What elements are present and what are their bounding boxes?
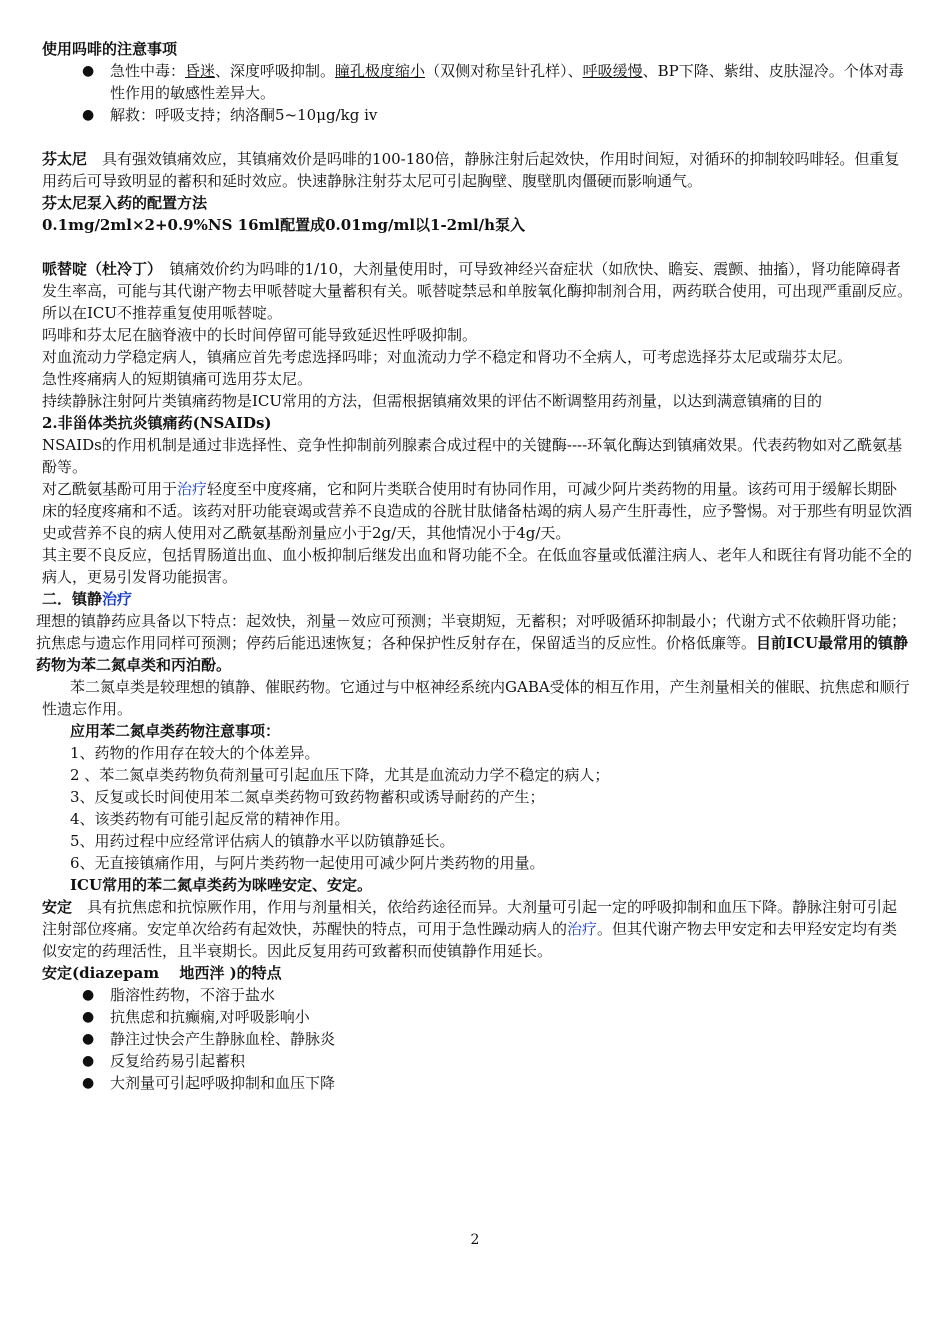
paragraph: 其主要不良反应，包括胃肠道出血、血小板抑制后继发出血和肾功能不全。在低血容量或低灌注病人、老年人和既往有肾功能不全的病人，更易引发肾功能损害。 bbox=[42, 546, 913, 586]
diazepam-paragraph: 安定 具有抗焦虑和抗惊厥作用，作用与剂量相关，依给药途径而异。大剂量可引起一定的呼吸抑制和血压下降。静脉注射可引起注射部位疼痛。安定单次给药有起效快，苏醒快的特点，可用于急性躁动病人的治疗。但其代谢产物去甲安定和去甲羟安定均有类似安定的药理活性，且半衰期长。因此反复用药可致蓄积而使镇静作用延长。 bbox=[42, 898, 898, 960]
list-item: ● 反复给药易引起蓄积 bbox=[82, 1050, 912, 1072]
list-item: ● 静注过快会产生静脉血栓、静脉炎 bbox=[82, 1028, 912, 1050]
list-item: ● 大剂量可引起呼吸抑制和血压下降 bbox=[82, 1072, 912, 1094]
fentanyl-pump-text: 0.1mg/2ml×2+0.9%NS 16ml配置成0.01mg/ml以1-2ml/h泵入 bbox=[42, 216, 526, 234]
list-item: ● 急性中毒：昏迷、深度呼吸抑制。瞳孔极度缩小（双侧对称呈针孔样）、呼吸缓慢、BP下降、紫绀、皮肤湿冷。个体对毒性作用的敏感性差异大。 bbox=[82, 60, 912, 104]
pethidine-paragraph: 哌替啶（杜冷丁） 镇痛效价约为吗啡的1/10，大剂量使用时，可导致神经兴奋症状（如欣快、瞻妄、震颤、抽搐），肾功能障碍者发生率高，可能与其代谢产物去甲哌替啶大量蓄积有关。哌替啶禁忌和单胺氧化酶抑制剂合用，两药联合使用，可出现严重副反应。所以在ICU不推荐重复使用哌替啶。 bbox=[42, 260, 913, 322]
paragraph: 苯二氮卓类是较理想的镇静、催眠药物。它通过与中枢神经系统内GABA受体的相互作用，产生剂量相关的催眠、抗焦虑和顺行性遗忘作用。 bbox=[42, 678, 910, 718]
list-item: ● 脂溶性药物，不溶于盐水 bbox=[82, 984, 912, 1006]
list-item: ● 解救：呼吸支持；纳洛酮5~10μg/kg iv bbox=[82, 104, 912, 126]
paragraph: 持续静脉注射阿片类镇痛药物是ICU常用的方法，但需根据镇痛效果的评估不断调整用药剂量，以达到满意镇痛的目的 bbox=[42, 392, 823, 410]
paragraph: 吗啡和芬太尼在脑脊液中的长时间停留可能导致延迟性呼吸抑制。 bbox=[42, 326, 478, 344]
paragraph: 急性疼痛病人的短期镇痛可选用芬太尼。 bbox=[42, 370, 313, 388]
treatment-link[interactable]: 治疗 bbox=[567, 920, 598, 938]
list-item: 3、反复或长时间使用苯二氮卓类药物可致药物蓄积或诱导耐药的产生； bbox=[70, 788, 545, 806]
diazepam-features-title: 安定(diazepam 地西泮 )的特点 bbox=[42, 964, 282, 982]
notes-title: 应用苯二氮卓类药物注意事项： bbox=[70, 722, 281, 740]
morphine-precautions-list bbox=[42, 60, 912, 126]
list-item: 5、用药过程中应经常评估病人的镇静水平以防镇静延长。 bbox=[70, 832, 455, 850]
fentanyl-pump-title: 芬太尼泵入药的配置方法 bbox=[42, 194, 208, 212]
fentanyl-paragraph: 芬太尼 具有强效镇痛效应，其镇痛效价是吗啡的100-180倍，静脉注射后起效快，作用时间短，对循环的抑制较吗啡轻。但重复用药后可导致明显的蓄积和延时效应。快速静脉注射芬太尼可引起胸壁、腹壁肌肉僵硬而影响通气。 bbox=[42, 150, 900, 190]
nsaids-title: 2.非甾体类抗炎镇痛药(NSAIDs) bbox=[42, 414, 272, 432]
document-page bbox=[36, 38, 913, 1094]
list-item: 6、无直接镇痛作用，与阿片类药物一起使用可减少阿片类药物的用量。 bbox=[70, 854, 545, 872]
sedation-title: 二．镇静治疗 bbox=[42, 590, 133, 608]
paragraph: NSAIDs的作用机制是通过非选择性、竞争性抑制前列腺素合成过程中的关键酶----环氧化酶达到镇痛效果。代表药物如对乙酰氨基酚等。 bbox=[42, 436, 903, 476]
page-number: 2 bbox=[470, 1232, 480, 1248]
morphine-precautions-title: 使用吗啡的注意事项 bbox=[42, 40, 178, 58]
icu-common-note: ICU常用的苯二氮卓类药为咪唑安定、安定。 bbox=[70, 876, 373, 894]
paragraph: 对血流动力学稳定病人，镇痛应首先考虑选择吗啡；对血流动力学不稳定和肾功不全病人，可考虑选择芬太尼或瑞芬太尼。 bbox=[42, 348, 853, 366]
benzodiazepine-notes bbox=[42, 720, 912, 896]
list-item: 4、该类药物有可能引起反常的精神作用。 bbox=[70, 810, 350, 828]
diazepam-features-list bbox=[42, 984, 912, 1094]
treatment-link[interactable]: 治疗 bbox=[102, 590, 133, 608]
paragraph: 对乙酰氨基酚可用于治疗轻度至中度疼痛，它和阿片类联合使用时有协同作用，可减少阿片类药物的用量。该药可用于缓解长期卧床的轻度疼痛和不适。该药对肝功能衰竭或营养不良造成的谷胱甘肽储备枯竭的病人易产生肝毒性，应予警惕。对于那些有明显饮酒史或营养不良的病人使用对乙酰氨基酚剂量应小于2g/天，其他情况小于4g/天。 bbox=[42, 480, 913, 542]
list-item: 2 、苯二氮卓类药物负荷剂量可引起血压下降，尤其是血流动力学不稳定的病人； bbox=[70, 766, 610, 784]
list-item: ● 抗焦虑和抗癫痫,对呼吸影响小 bbox=[82, 1006, 912, 1028]
list-item: 1、药物的作用存在较大的个体差异。 bbox=[70, 744, 320, 762]
treatment-link[interactable]: 治疗 bbox=[177, 480, 208, 498]
paragraph: 理想的镇静药应具备以下特点：起效快，剂量－效应可预测；半衰期短，无蓄积；对呼吸循环抑制最小；代谢方式不依赖肝肾功能；抗焦虑与遗忘作用同样可预测；停药后能迅速恢复；各种保护性反射存在，保留适当的反应性。价格低廉等。目前ICU最常用的镇静药物为苯二氮卓类和丙泊酚。 bbox=[36, 612, 909, 674]
